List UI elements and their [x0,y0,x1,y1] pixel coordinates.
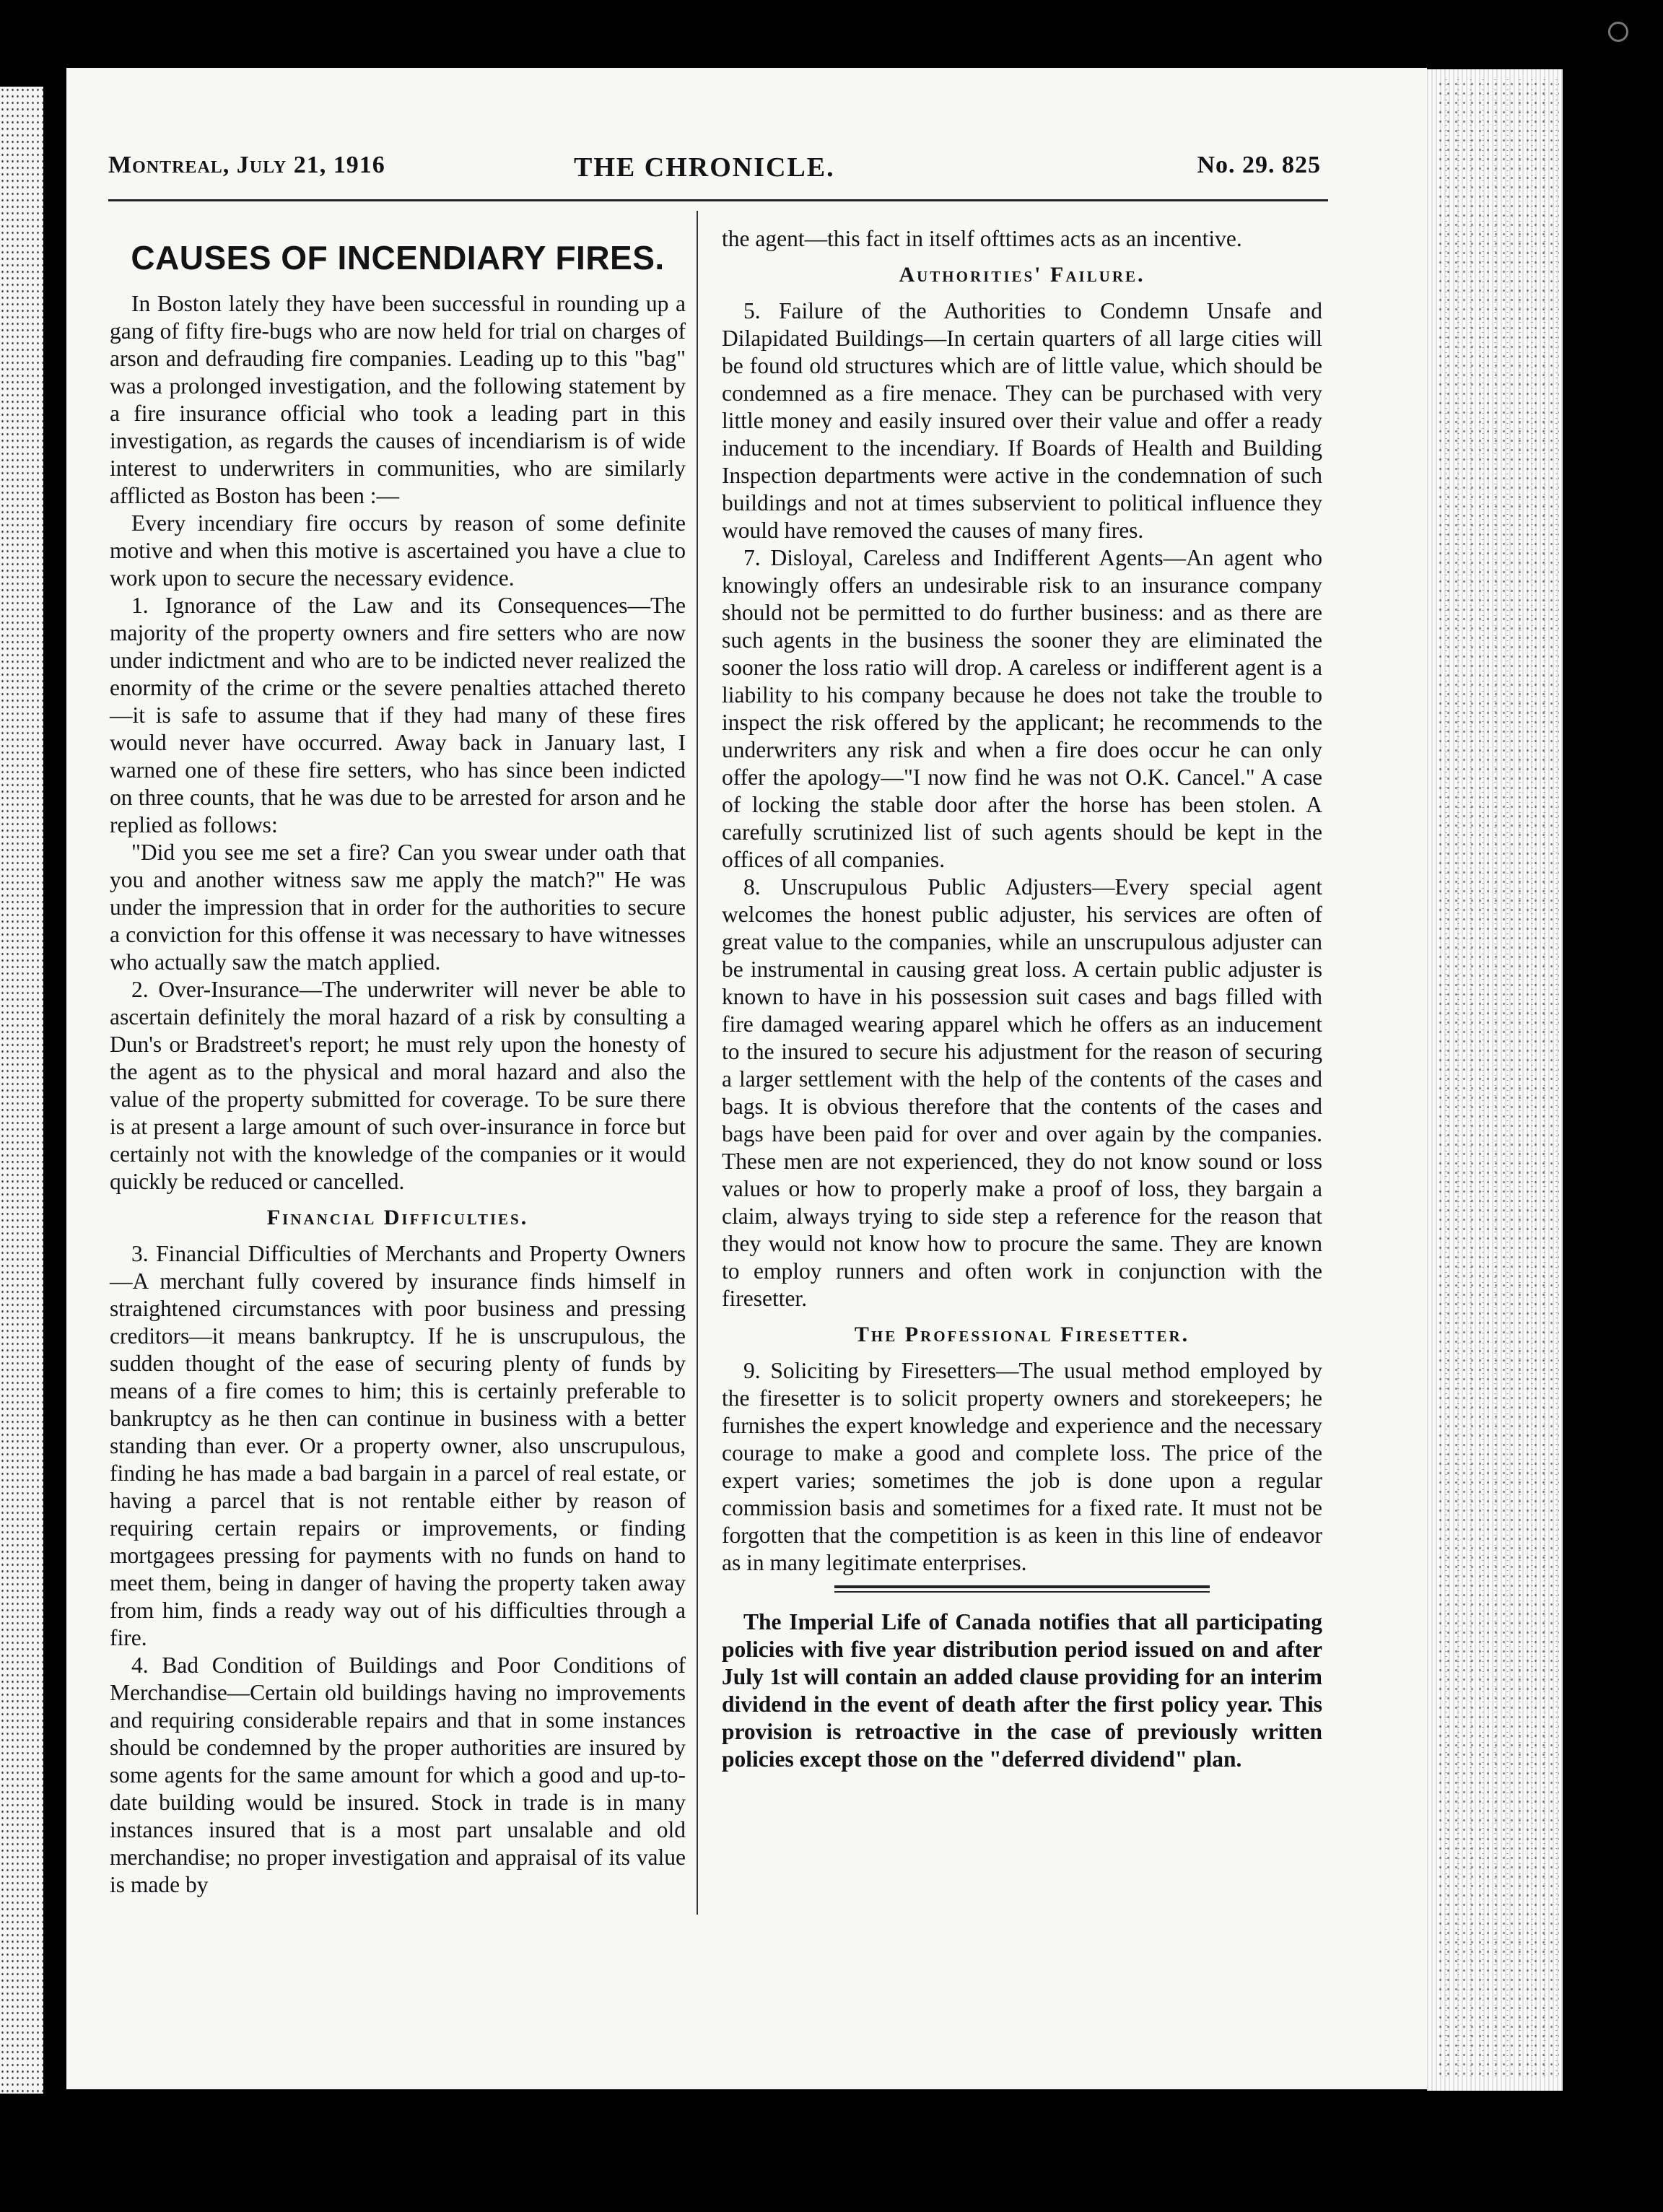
left-column [110,238,686,1899]
header-rule [108,199,1328,201]
article-title: CAUSES OF INCENDIARY FIRES. [131,239,665,276]
scan-corner-mark [1608,22,1628,42]
cause-2-over-insurance: 2. Over-Insurance—The underwriter will never be able to ascertain definitely the moral hazard of a risk by consulting a Dun's or Bradstreet's report; he must rely upon the honesty of the agent as to the physical and moral hazard and also the value of the property submitted for coverage. To be sure there is at present a large amount of such over-insurance in force but certainly not with the knowledge of the companies or it would quickly be reduced or cancelled. [110,977,686,1194]
section-heading-authorities: Authorities' Failure. [899,263,1145,287]
imperial-life-notice: The Imperial Life of Canada notifies that all participating policies with five year distribution period issued on and after July 1st will contain an added clause providing for an interim dividend in the event of death after the first policy year. This provision is retroactive in the case of previously written policies except those on the "deferred dividend" plan. [722,1609,1322,1772]
cause-7-agents: 7. Disloyal, Careless and Indifferent Agents—An agent who knowingly offers an undesirable risk to an insurance company should not be permitted to do further business: and as there are such agents in the business the sooner they are eliminated the sooner the loss ratio will drop. A careless or indifferent agent is a liability to his company because he does not take the trouble to inspect the risk offered by the applicant; he recommends to the underwriters any risk and when a fire does occur he can only offer the apology—"I now find he was not O.K. Cancel." A case of locking the stable door after the horse has been stolen. A carefully scrutinized list of such agents should be kept in the offices of all companies. [722,545,1322,872]
running-header [108,152,1321,192]
issue-page-number: No. 29. 825 [1197,152,1321,178]
right-column [722,225,1322,1773]
cause-3-financial: 3. Financial Difficulties of Merchants and Property Owners—A merchant fully covered by insurance finds himself in straightened circumstances with poor business and pressing creditors—it means bankruptcy. If he is unscrupulous, the sudden thought of the ease of securing plenty of funds by means of a fire comes to him; this is certainly preferable to bankruptcy as he then can continue in business with a better standing than ever. Or a property owner, also unscrupulous, finding he has made a bad bargain in a parcel of real estate, or having a parcel that is not rentable either by reason of requiring certain repairs or improvements, or finding mortgagees pressing for payments with no funds on hand to meet them, being in danger of having the property taken away from him, finds a ready way out of his difficulties through a fire. [110,1241,686,1650]
cause-9-soliciting: 9. Soliciting by Firesetters—The usual method employed by the firesetter is to solicit property owners and storekeepers; he furnishes the expert knowledge and experience and the necessary courage to make a good and complete loss. The price of the expert varies; sometimes the job is done upon a regular commission basis and sometimes for a fixed rate. It must not be forgotten that the competition is as keen in this line of endeavor as in many legitimate enterprises. [722,1358,1322,1575]
cause-5-authorities: 5. Failure of the Authorities to Condemn Unsafe and Dilapidated Buildings—In certain quarters of all large cities will be found old structures which are of little value, which should be condemned as a fire menace. They can be purchased with very little money and easily insured over their value and offer a ready inducement to the incendiary. If Boards of Health and Building Inspection departments were active in the condemnation of such buildings and not at times subservient to political influence they would have removed the causes of many fires. [722,298,1322,543]
section-heading-firesetter: The Professional Firesetter. [854,1323,1190,1346]
column-divider [697,211,698,1915]
section-heading-financial: Financial Difficulties. [266,1206,529,1229]
cause-1-ignorance: 1. Ignorance of the Law and its Consequences—The majority of the property owners and fire setters who are now under indictment and who are to be indicted never realized the enormity of the crime or the severe penalties attached thereto—it is safe to assume that if they had many of these fires would never have occurred. Away back in January last, I warned one of these fire setters, who has since been indicted on three counts, that he was due to be arrested for arson and he replied as follows: [110,593,686,837]
article-paragraph: Every incendiary fire occurs by reason of some definite motive and when this motive is ascertained you have a clue to work upon to secure the necessary evidence. [110,510,686,591]
adjacent-page-edge [0,87,43,2094]
quoted-reply: "Did you see me set a fire? Can you swear under oath that you and another witness saw me apply the match?" He was under the impression that in order for the authorities to secure a conviction for this offense it was necessary to have witnesses who actually saw the match applied. [110,840,686,975]
continued-paragraph: the agent—this fact in itself ofttimes acts as an incentive. [722,226,1242,251]
article-intro: In Boston lately they have been successful in rounding up a gang of fifty fire-bugs who are now held for trial on charges of arson and defrauding fire companies. Leading up to this "bag" was a prolonged investigation, and the following statement by a fire insurance official who took a leading part in this investigation, as regards the causes of incendiarism is of wide interest to underwriters in communities, who are similarly afflicted as Boston has been :— [110,291,686,508]
section-divider-rule [834,1585,1210,1593]
publication-title: THE CHRONICLE. [574,152,835,183]
scan-noise [1436,79,1559,2079]
header-date: Montreal, July 21, 1916 [108,152,385,178]
cause-4-bad-condition: 4. Bad Condition of Buildings and Poor Conditions of Merchandise—Certain old buildings having no improvements and requiring considerable repairs and that in some instances should be condemned by the proper authorities are insured by some agents for the same amount for which a good and up-to-date building would be insured. Stock in trade is in many instances insured that is a most part unsalable and old merchandise; no proper investigation and appraisal of its value is made by [110,1653,686,1897]
cause-8-adjusters: 8. Unscrupulous Public Adjusters—Every special agent welcomes the honest public adjuster, his services are often of great value to the companies, while an unscrupulous adjuster can be instrumental in causing great loss. A certain public adjuster is known to have in his possession suit cases and bags filled with fire damaged wearing apparel which he offers as an inducement to the insured to secure his adjustment for the reason of securing a larger settlement with the help of the contents of the cases and bags. It is obvious therefore that the contents of the cases and bags have been paid for over and over again by the companies. These men are not experienced, they do not know sound or loss values or how to properly make a proof of loss, they bargain a claim, always trying to side step a reference for the reason that they would not know how to procure the same. They are known to employ runners and often work in conjunction with the firesetter. [722,874,1322,1311]
